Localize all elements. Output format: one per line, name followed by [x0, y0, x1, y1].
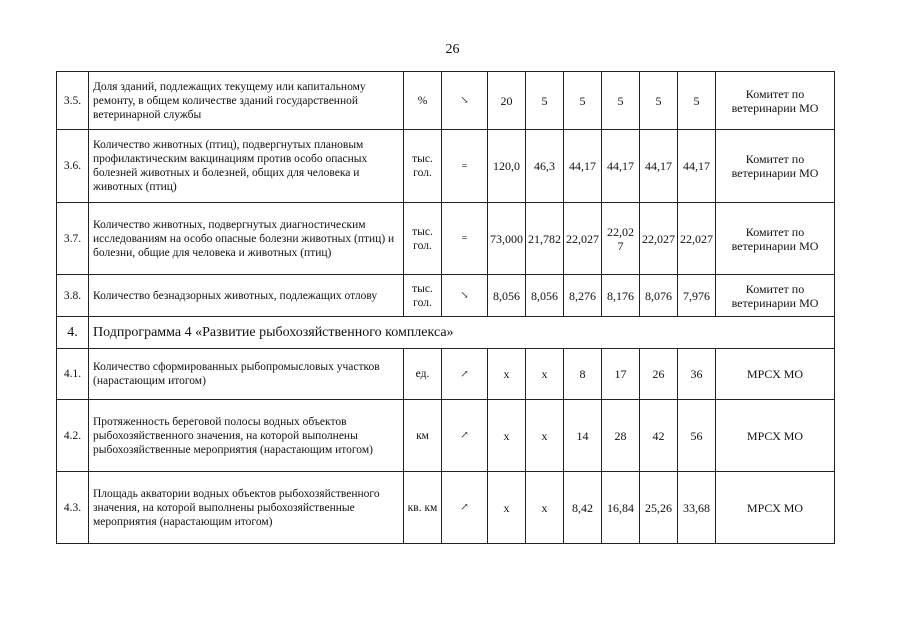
indicator-description: Протяженность береговой полосы водных объектов рыбохозяйственного значения, на которой выполнены рыбохозяйственные мероприятия (нарастающим итогом) — [89, 400, 404, 472]
row-number: 4.2. — [57, 400, 89, 472]
unit-cell: км — [404, 400, 442, 472]
indicator-description: Количество животных, подвергнутых диагностическим исследованиям на особо опасные болезни животных (птиц) и болезни, общие для человека и животных (птиц) — [89, 203, 404, 275]
table-row — [57, 400, 835, 472]
value-cell: 8,276 — [564, 275, 602, 317]
indicator-description: Количество безнадзорных животных, подлежащих отлову — [89, 275, 404, 317]
indicator-description: Доля зданий, подлежащих текущему или капитальному ремонту, в общем количестве зданий государственной ветеринарной службы — [89, 72, 404, 130]
trend-icon: ↘ — [442, 72, 488, 130]
value-cell: 20 — [488, 72, 526, 130]
section-title: Подпрограмма 4 «Развитие рыбохозяйственного комплекса» — [89, 317, 835, 349]
value-cell: 120,0 — [488, 130, 526, 203]
trend-icon: = — [442, 130, 488, 203]
value-cell: х — [488, 349, 526, 400]
value-cell: 28 — [602, 400, 640, 472]
indicator-description: Площадь акватории водных объектов рыбохозяйственного значения, на которой выполнены рыбохозяйственные мероприятия (нарастающим итогом) — [89, 472, 404, 544]
value-cell: х — [526, 400, 564, 472]
value-cell: 7,976 — [678, 275, 716, 317]
value-cell: 73,000 — [488, 203, 526, 275]
responsible-body: Комитет по ветеринарии МО — [716, 72, 835, 130]
value-cell: 17 — [602, 349, 640, 400]
value-cell: 8,056 — [526, 275, 564, 317]
indicator-description: Количество сформированных рыбопромысловых участков (нарастающим итогом) — [89, 349, 404, 400]
value-cell: 44,17 — [602, 130, 640, 203]
row-number: 4.1. — [57, 349, 89, 400]
value-cell: 22,027 — [678, 203, 716, 275]
value-cell: 21,782 — [526, 203, 564, 275]
value-cell: 42 — [640, 400, 678, 472]
unit-cell: % — [404, 72, 442, 130]
value-cell: 22,027 — [564, 203, 602, 275]
unit-cell: тыс. гол. — [404, 130, 442, 203]
unit-cell: тыс. гол. — [404, 275, 442, 317]
value-cell: 8,056 — [488, 275, 526, 317]
unit-cell: ед. — [404, 349, 442, 400]
responsible-body: Комитет по ветеринарии МО — [716, 203, 835, 275]
responsible-body: Комитет по ветеринарии МО — [716, 275, 835, 317]
value-cell: х — [488, 400, 526, 472]
value-cell: 22,027 — [640, 203, 678, 275]
responsible-body: МРСХ МО — [716, 349, 835, 400]
value-cell: 5 — [640, 72, 678, 130]
trend-icon: = — [442, 203, 488, 275]
row-number: 4.3. — [57, 472, 89, 544]
table-row — [57, 72, 835, 130]
value-cell: 8,076 — [640, 275, 678, 317]
section-row — [57, 317, 835, 349]
value-cell: 36 — [678, 349, 716, 400]
table-row — [57, 472, 835, 544]
value-cell: 5 — [602, 72, 640, 130]
value-cell: 33,68 — [678, 472, 716, 544]
table-row — [57, 130, 835, 203]
table-row — [57, 349, 835, 400]
value-cell: 44,17 — [564, 130, 602, 203]
value-cell: х — [526, 472, 564, 544]
value-cell: 56 — [678, 400, 716, 472]
value-cell: 5 — [526, 72, 564, 130]
unit-cell: тыс. гол. — [404, 203, 442, 275]
unit-cell: кв. км — [404, 472, 442, 544]
trend-icon: ↗ — [442, 349, 488, 400]
value-cell: 14 — [564, 400, 602, 472]
value-cell: 5 — [564, 72, 602, 130]
table-row — [57, 203, 835, 275]
value-cell: 8,42 — [564, 472, 602, 544]
responsible-body: МРСХ МО — [716, 400, 835, 472]
value-cell: 44,17 — [640, 130, 678, 203]
row-number: 3.8. — [57, 275, 89, 317]
value-cell: 26 — [640, 349, 678, 400]
value-cell: 44,17 — [678, 130, 716, 203]
trend-icon: ↗ — [442, 400, 488, 472]
value-cell: 22,02 7 — [602, 203, 640, 275]
value-cell: х — [526, 349, 564, 400]
indicators-table — [56, 71, 835, 544]
row-number: 3.6. — [57, 130, 89, 203]
table-row — [57, 275, 835, 317]
responsible-body: МРСХ МО — [716, 472, 835, 544]
page-number: 26 — [445, 42, 460, 57]
row-number: 3.7. — [57, 203, 89, 275]
trend-icon: ↘ — [442, 275, 488, 317]
value-cell: 16,84 — [602, 472, 640, 544]
trend-icon: ↗ — [442, 472, 488, 544]
responsible-body: Комитет по ветеринарии МО — [716, 130, 835, 203]
row-number: 3.5. — [57, 72, 89, 130]
value-cell: 46,3 — [526, 130, 564, 203]
value-cell: 8 — [564, 349, 602, 400]
value-cell: 25,26 — [640, 472, 678, 544]
indicator-description: Количество животных (птиц), подвергнутых плановым профилактическим вакцинациям против особо опасных болезней животных и болезней, общих для человека и животных (птиц) — [89, 130, 404, 203]
value-cell: 5 — [678, 72, 716, 130]
value-cell: 8,176 — [602, 275, 640, 317]
value-cell: х — [488, 472, 526, 544]
section-number: 4. — [57, 317, 89, 349]
